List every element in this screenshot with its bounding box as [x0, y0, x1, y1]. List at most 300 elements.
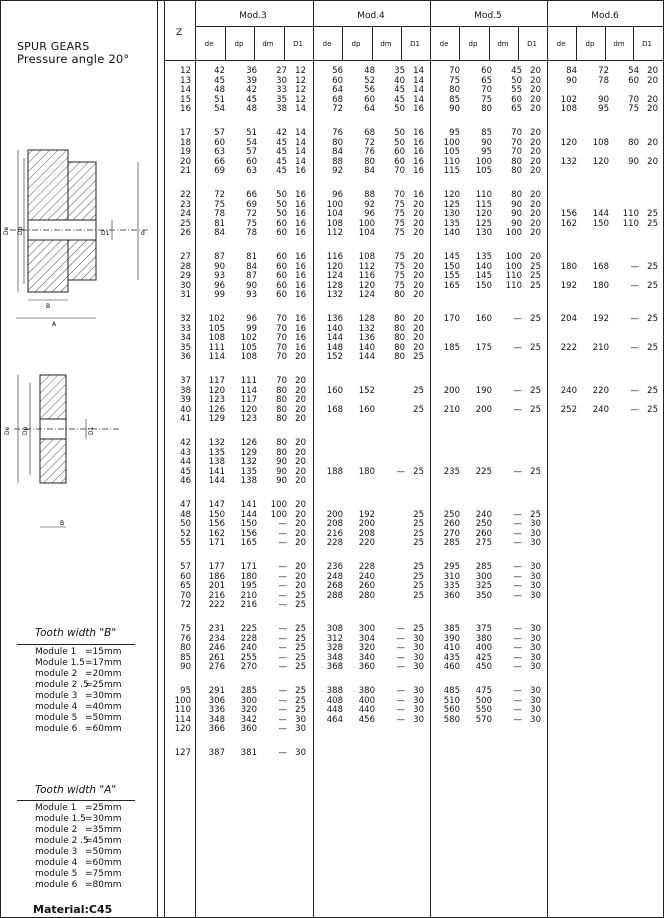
module-label: Module 1.5	[35, 658, 85, 668]
width-value: =50mm	[85, 847, 122, 857]
m3-de-value: 147	[208, 500, 225, 510]
z-value: 33	[180, 323, 191, 334]
m3-dm-value: —	[278, 528, 287, 539]
m4-de-value: 68	[332, 94, 343, 105]
m3-dm-value: —	[278, 643, 287, 653]
m4-de-value: 236	[326, 562, 343, 572]
m6-de-value: 156	[560, 209, 577, 219]
m3-de-value: 216	[208, 590, 225, 601]
m3-dm-value: —	[278, 748, 287, 758]
z-value: 18	[180, 137, 191, 148]
m5-dp-value: 75	[481, 94, 492, 105]
m4-D1-value: 25	[413, 562, 424, 572]
m5-dm-value: 110	[505, 271, 522, 281]
m5-dp-value: 130	[475, 228, 492, 238]
module-label: module 6	[35, 724, 78, 734]
m3-D1-value: 20	[295, 581, 306, 591]
m3-dp-value: 36	[246, 66, 257, 76]
m3-D1-value: 16	[295, 271, 306, 281]
m3-dm-value: 42	[276, 128, 287, 138]
m3-dp-value: 45	[246, 94, 257, 105]
m5-de-value: 110	[443, 156, 460, 167]
m5-dp-value: 190	[475, 385, 492, 396]
module-title: Mod.5	[474, 11, 502, 21]
z-value: 76	[180, 633, 191, 644]
m3-de-value: 96	[214, 280, 225, 291]
m6-dp-value: 95	[598, 104, 609, 114]
m4-de-value: 152	[326, 352, 343, 362]
m3-dp-value: 210	[240, 590, 257, 601]
m5-de-value: 385	[443, 624, 460, 634]
m3-dm-value: 100	[270, 500, 287, 510]
m3-D1-value: 14	[295, 137, 306, 148]
m4-de-value: 328	[326, 643, 343, 653]
m4-D1-value: 20	[413, 333, 424, 343]
m5-de-value: 310	[443, 571, 460, 582]
m4-dm-value: 45	[394, 94, 405, 105]
m4-dm-value: 75	[394, 209, 405, 219]
m3-de-value: 141	[208, 466, 225, 477]
m4-D1-value: 20	[413, 290, 424, 300]
panel-divider-2	[164, 0, 165, 918]
m5-dm-value: —	[513, 624, 522, 634]
m3-dm-value: —	[278, 538, 287, 548]
m5-dm-value: 50	[511, 75, 522, 86]
m4-de-value: 388	[326, 686, 343, 696]
m3-D1-value: 16	[295, 290, 306, 300]
z-value: 127	[174, 748, 191, 758]
m3-dp-value: 39	[246, 75, 257, 86]
m3-dp-value: 51	[246, 128, 257, 138]
m5-de-value: 170	[443, 314, 460, 324]
z-value: 32	[180, 314, 191, 324]
z-value: 26	[180, 228, 191, 238]
m5-dp-value: 300	[475, 571, 492, 582]
subheader-dm: dm	[262, 40, 274, 48]
m3-dm-value: 80	[276, 414, 287, 424]
m5-D1-value: 20	[530, 75, 541, 86]
m4-dm-value: 50	[394, 104, 405, 114]
m5-dp-value: 115	[475, 199, 492, 210]
m5-dm-value: —	[513, 519, 522, 529]
m4-dp-value: 440	[358, 705, 375, 715]
m3-D1-value: 20	[295, 414, 306, 424]
m5-D1-value: 20	[530, 147, 541, 157]
m3-de-value: 144	[208, 476, 225, 486]
m4-dp-value: 60	[364, 94, 375, 105]
m4-de-value: 448	[326, 705, 343, 715]
m5-de-value: 360	[443, 590, 460, 601]
m4-dp-value: 400	[358, 695, 375, 706]
m3-dm-value: 80	[276, 395, 287, 405]
m3-de-value: 117	[208, 376, 225, 386]
m3-D1-value: 30	[295, 714, 306, 725]
m3-de-value: 84	[214, 228, 225, 238]
tooth-width-item	[35, 858, 122, 869]
m3-dp-value: 108	[240, 352, 257, 362]
m4-dp-value: 192	[358, 509, 375, 520]
m3-de-value: 348	[208, 714, 225, 725]
m5-dm-value: 90	[511, 199, 522, 210]
m5-de-value: 260	[443, 519, 460, 529]
header-rule-2	[165, 60, 663, 61]
tooth-width-item	[35, 803, 122, 814]
m4-D1-value: 30	[413, 643, 424, 653]
m3-D1-value: 12	[295, 75, 306, 86]
m4-de-value: 408	[326, 695, 343, 706]
m5-D1-value: 30	[530, 519, 541, 529]
m5-D1-value: 20	[530, 199, 541, 210]
m4-D1-value: 30	[413, 714, 424, 725]
subheader-de: de	[556, 40, 566, 48]
m4-D1-value: 20	[413, 314, 424, 324]
m3-dm-value: 70	[276, 314, 287, 324]
m3-dp-value: 216	[240, 600, 257, 610]
m3-de-value: 78	[214, 209, 225, 219]
m5-de-value: 250	[443, 509, 460, 520]
z-value: 13	[180, 75, 191, 86]
m6-dp-value: 78	[598, 75, 609, 86]
z-value: 48	[180, 509, 191, 520]
m5-D1-value: 25	[530, 314, 541, 324]
m6-de-value: 162	[560, 218, 577, 229]
m4-D1-value: 25	[413, 528, 424, 539]
m4-dm-value: 50	[394, 128, 405, 138]
m6-dm-value: 80	[628, 137, 639, 148]
m5-dm-value: —	[513, 714, 522, 725]
m5-dm-value: —	[513, 538, 522, 548]
m4-dp-value: 80	[364, 156, 375, 167]
module-title: Mod.4	[357, 11, 385, 21]
m5-D1-value: 30	[530, 538, 541, 548]
tooth-width-a-list	[35, 803, 122, 891]
m3-de-value: 276	[208, 662, 225, 672]
m6-D1-value: 25	[647, 385, 658, 396]
m5-de-value: 135	[443, 218, 460, 229]
m4-de-value: 76	[332, 128, 343, 138]
m5-dm-value: —	[513, 686, 522, 696]
m6-D1-value: 20	[647, 104, 658, 114]
m4-dm-value: —	[396, 662, 405, 672]
m3-dm-value: —	[278, 571, 287, 582]
m5-dp-value: 450	[475, 662, 492, 672]
m5-de-value: 460	[443, 662, 460, 672]
subheader-D1: D1	[410, 40, 420, 48]
m3-D1-value: 20	[295, 385, 306, 396]
m5-dm-value: —	[513, 633, 522, 644]
m4-dp-value: 456	[358, 714, 375, 725]
m4-D1-value: 20	[413, 199, 424, 210]
m3-dp-value: 180	[240, 571, 257, 582]
m4-D1-value: 20	[413, 271, 424, 281]
m4-D1-value: 16	[413, 137, 424, 148]
m5-D1-value: 20	[530, 218, 541, 229]
label-d1-2: D1	[88, 426, 95, 435]
m4-dp-value: 304	[358, 633, 375, 644]
m4-D1-value: 25	[413, 385, 424, 396]
m6-D1-value: 25	[647, 342, 658, 353]
m4-dp-value: 48	[364, 66, 375, 76]
m5-de-value: 185	[443, 342, 460, 353]
m3-de-value: 126	[208, 404, 225, 415]
m3-D1-value: 30	[295, 724, 306, 734]
m3-dm-value: 30	[276, 75, 287, 86]
gear-with-hub-drawing	[0, 140, 157, 330]
m3-de-value: 138	[208, 457, 225, 467]
m3-de-value: 63	[214, 147, 225, 157]
z-value: 27	[180, 252, 191, 262]
m4-dp-value: 140	[358, 342, 375, 353]
m3-dp-value: 87	[246, 271, 257, 281]
m4-de-value: 168	[326, 404, 343, 415]
m4-dp-value: 152	[358, 385, 375, 396]
m4-dm-value: 50	[394, 137, 405, 148]
panel-divider	[157, 0, 158, 918]
m5-dp-value: 550	[475, 705, 492, 715]
m5-dm-value: 100	[505, 228, 522, 238]
m3-de-value: 135	[208, 447, 225, 458]
m6-dm-value: 60	[628, 75, 639, 86]
m4-de-value: 188	[326, 466, 343, 477]
m6-de-value: 192	[560, 280, 577, 291]
m6-D1-value: 25	[647, 404, 658, 415]
m4-dp-value: 92	[364, 199, 375, 210]
m4-dp-value: 52	[364, 75, 375, 86]
m3-dm-value: —	[278, 581, 287, 591]
m5-dm-value: —	[513, 590, 522, 601]
m3-D1-value: 16	[295, 323, 306, 334]
m6-dm-value: —	[630, 314, 639, 324]
z-value: 41	[180, 414, 191, 424]
m5-dp-value: 250	[475, 519, 492, 529]
m4-de-value: 136	[326, 314, 343, 324]
m5-D1-value: 20	[530, 156, 541, 167]
m3-dp-value: 285	[240, 686, 257, 696]
m5-D1-value: 20	[530, 252, 541, 262]
m4-dp-value: 76	[364, 147, 375, 157]
m3-dm-value: 70	[276, 342, 287, 353]
m4-de-value: 148	[326, 342, 343, 353]
m4-de-value: 100	[326, 199, 343, 210]
tooth-width-a-title: Tooth width "A"	[35, 784, 117, 796]
m4-dp-value: 108	[358, 252, 375, 262]
m5-de-value: 145	[443, 252, 460, 262]
m4-de-value: 132	[326, 290, 343, 300]
m3-de-value: 54	[214, 104, 225, 114]
m5-de-value: 485	[443, 686, 460, 696]
m5-dp-value: 70	[481, 85, 492, 95]
m5-de-value: 70	[449, 66, 460, 76]
m5-dm-value: —	[513, 509, 522, 520]
m5-de-value: 80	[449, 85, 460, 95]
m6-dp-value: 220	[592, 385, 609, 396]
width-value: =25mm	[85, 680, 122, 690]
z-value: 90	[180, 662, 191, 672]
m3-dm-value: 33	[276, 85, 287, 95]
m4-dm-value: 35	[394, 66, 405, 76]
m3-dp-value: 99	[246, 323, 257, 334]
m4-de-value: 112	[326, 228, 343, 238]
m5-dp-value: 475	[475, 686, 492, 696]
m4-de-value: 116	[326, 252, 343, 262]
m5-de-value: 165	[443, 280, 460, 291]
m3-dp-value: 126	[240, 438, 257, 448]
m3-dm-value: 90	[276, 466, 287, 477]
m3-dp-value: 78	[246, 228, 257, 238]
m5-D1-value: 30	[530, 633, 541, 644]
m3-D1-value: 16	[295, 342, 306, 353]
m6-D1-value: 20	[647, 66, 658, 76]
m5-D1-value: 20	[530, 104, 541, 114]
m3-dp-value: 54	[246, 137, 257, 148]
m4-de-value: 216	[326, 528, 343, 539]
m4-dm-value: 70	[394, 166, 405, 176]
m3-dp-value: 69	[246, 199, 257, 210]
m4-dp-value: 160	[358, 404, 375, 415]
m5-dm-value: —	[513, 562, 522, 572]
m6-D1-value: 20	[647, 137, 658, 148]
z-value: 57	[180, 562, 191, 572]
m4-D1-value: 25	[413, 571, 424, 582]
m3-de-value: 75	[214, 199, 225, 210]
m4-D1-value: 25	[413, 519, 424, 529]
m4-D1-value: 20	[413, 280, 424, 291]
m3-dp-value: 360	[240, 724, 257, 734]
m3-de-value: 171	[208, 538, 225, 548]
m3-dp-value: 96	[246, 314, 257, 324]
m6-de-value: 222	[560, 342, 577, 353]
z-value: 22	[180, 190, 191, 200]
m4-de-value: 72	[332, 104, 343, 114]
m3-dp-value: 63	[246, 166, 257, 176]
m5-de-value: 510	[443, 695, 460, 706]
m3-de-value: 114	[208, 352, 225, 362]
m4-dm-value: 40	[394, 75, 405, 86]
m4-D1-value: 20	[413, 342, 424, 353]
m3-dm-value: 60	[276, 218, 287, 229]
z-value: 44	[180, 457, 191, 467]
m3-de-value: 156	[208, 519, 225, 529]
module-title: Mod.3	[239, 11, 267, 21]
m4-dm-value: 45	[394, 85, 405, 95]
m5-D1-value: 30	[530, 562, 541, 572]
material-label: Material:C45	[33, 903, 113, 916]
m5-D1-value: 30	[530, 624, 541, 634]
m5-de-value: 140	[443, 228, 460, 238]
tooth-width-item	[35, 825, 122, 836]
m3-dm-value: 50	[276, 199, 287, 210]
m3-de-value: 186	[208, 571, 225, 582]
m5-D1-value: 20	[530, 166, 541, 176]
m5-D1-value: 30	[530, 662, 541, 672]
m3-dp-value: 138	[240, 476, 257, 486]
m5-dp-value: 160	[475, 314, 492, 324]
m3-dp-value: 81	[246, 252, 257, 262]
m3-D1-value: 20	[295, 376, 306, 386]
m6-dm-value: 70	[628, 94, 639, 105]
label-de: De	[3, 226, 10, 235]
m5-de-value: 390	[443, 633, 460, 644]
m6-dp-value: 180	[592, 280, 609, 291]
m3-dp-value: 114	[240, 385, 257, 396]
m3-de-value: 45	[214, 75, 225, 86]
tooth-width-a-rule	[17, 800, 135, 801]
tooth-width-item	[35, 702, 122, 713]
z-value: 21	[180, 166, 191, 176]
m6-dp-value: 90	[598, 94, 609, 105]
m3-de-value: 129	[208, 414, 225, 424]
z-value: 25	[180, 218, 191, 229]
z-value: 34	[180, 333, 191, 343]
m5-dm-value: —	[513, 528, 522, 539]
m4-dp-value: 72	[364, 137, 375, 148]
m3-D1-value: 30	[295, 748, 306, 758]
m4-dm-value: 80	[394, 323, 405, 334]
m3-dm-value: 45	[276, 156, 287, 167]
m4-dp-value: 96	[364, 209, 375, 219]
tooth-width-item	[35, 647, 122, 658]
m3-D1-value: 16	[295, 166, 306, 176]
m5-dp-value: 225	[475, 466, 492, 477]
m3-dp-value: 117	[240, 395, 257, 405]
module-label: module 2	[35, 825, 78, 835]
m4-de-value: 128	[326, 280, 343, 291]
m4-dp-value: 56	[364, 85, 375, 95]
label-b: B	[46, 303, 51, 310]
m5-dp-value: 60	[481, 66, 492, 76]
m3-dm-value: 80	[276, 385, 287, 396]
m3-de-value: 42	[214, 66, 225, 76]
tooth-width-item	[35, 814, 122, 825]
m4-dm-value: —	[396, 686, 405, 696]
title-line-1: SPUR GEARS	[17, 40, 90, 53]
m4-D1-value: 25	[413, 590, 424, 601]
module-label: module 3	[35, 847, 78, 857]
m3-D1-value: 16	[295, 228, 306, 238]
m4-D1-value: 16	[413, 147, 424, 157]
z-value: 28	[180, 261, 191, 272]
z-value: 85	[180, 652, 191, 663]
width-value: =25mm	[85, 803, 122, 813]
m3-de-value: 231	[208, 624, 225, 634]
z-value: 65	[180, 581, 191, 591]
m4-D1-value: 20	[413, 261, 424, 272]
m3-de-value: 69	[214, 166, 225, 176]
m5-dm-value: —	[513, 404, 522, 415]
m5-dp-value: 285	[475, 562, 492, 572]
m4-de-value: 140	[326, 323, 343, 334]
z-value: 75	[180, 624, 191, 634]
m5-D1-value: 30	[530, 714, 541, 725]
m5-D1-value: 20	[530, 66, 541, 76]
m5-dp-value: 145	[475, 271, 492, 281]
m4-de-value: 88	[332, 156, 343, 167]
m5-D1-value: 20	[530, 85, 541, 95]
m6-dm-value: —	[630, 404, 639, 415]
m4-dp-value: 300	[358, 624, 375, 634]
m4-dp-value: 128	[358, 314, 375, 324]
subheader-dp: dp	[585, 40, 595, 48]
m4-D1-value: 20	[413, 218, 424, 229]
z-header: Z	[176, 28, 183, 38]
m4-dm-value: 75	[394, 199, 405, 210]
m5-de-value: 560	[443, 705, 460, 715]
m3-dm-value: 45	[276, 137, 287, 148]
m4-dm-value: —	[396, 714, 405, 725]
m3-dm-value: 45	[276, 147, 287, 157]
m5-dm-value: 80	[511, 190, 522, 200]
m4-D1-value: 25	[413, 624, 424, 634]
